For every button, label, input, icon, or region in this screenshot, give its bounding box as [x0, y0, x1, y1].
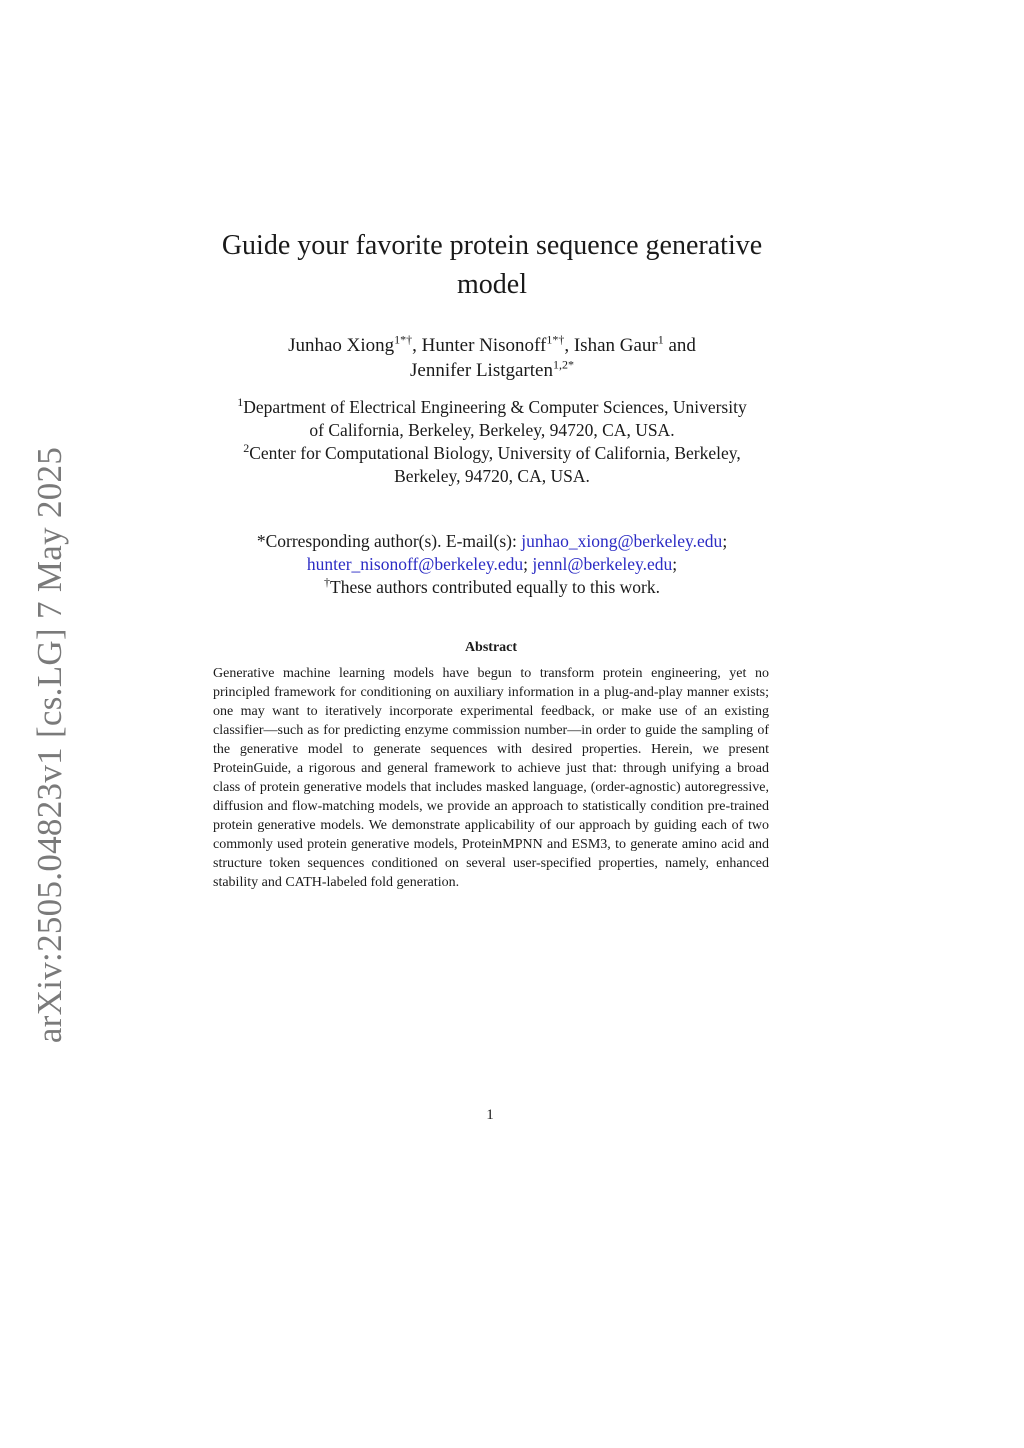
- correspondence-block: [180, 530, 804, 599]
- paper-title: [190, 226, 794, 304]
- title-line-2: model: [457, 269, 527, 300]
- abstract-heading: Abstract: [464, 640, 518, 655]
- affiliation-list: [180, 396, 804, 488]
- equal-contribution-note: These authors contributed equally to this work.: [330, 577, 660, 597]
- author-name: Ishan Gaur: [573, 335, 658, 356]
- abstract-text: Generative machine learning models have begun to transform protein engineering, yet no principled framework for conditioning on auxiliary information in a plug-and-play manner exists; one may want to iteratively incorporate experimental feedback, or make use of an existing classifier—such as for predicting enzyme commission number—in order to guide the sampling of the generative model to generate sequences with desired properties. Herein, we present ProteinGuide, a rigorous and general framework to achieve just that: through unifying a broad class of protein generative models that includes masked language, (order-agnostic) autoregressive, diffusion and flow-matching models, we provide an approach to statistically condition pre-trained protein generative models. We demonstrate applicability of our approach by guiding each of two commonly used protein generative models, ProteinMPNN and ESM3, to generate amino acid and structure token sequences conditioned on several user-specified properties, namely, enhanced stability and CATH-labeled fold generation.: [213, 666, 769, 890]
- email-link-jennl[interactable]: jennl@berkeley.edu: [532, 554, 673, 574]
- author-marks: 1: [657, 332, 664, 347]
- correspondence-prefix: *Corresponding author(s). E-mail(s):: [256, 531, 522, 551]
- email-separator: ;: [672, 554, 678, 574]
- dagger-mark: †: [324, 575, 330, 590]
- affiliation-line: Berkeley, 94720, CA, USA.: [394, 466, 590, 486]
- author-name: Junhao Xiong: [288, 335, 395, 356]
- email-separator: ;: [722, 531, 728, 551]
- affiliation-line: of California, Berkeley, Berkeley, 94720, CA, USA.: [309, 420, 675, 440]
- author-marks: 1*†: [546, 332, 565, 347]
- author-separator: ,: [412, 335, 422, 356]
- author-separator: and: [663, 335, 696, 356]
- arxiv-identifier-text: arXiv:2505.04823v1 [cs.LG] 7 May 2025: [30, 446, 69, 1044]
- affiliation-line: Center for Computational Biology, University of California, Berkeley,: [249, 443, 741, 463]
- affiliation-mark: 1: [237, 395, 244, 410]
- arxiv-identifier-stamp: [20, 446, 80, 1044]
- affiliation-line: Department of Electrical Engineering & Computer Sciences, University: [243, 397, 747, 417]
- email-link-hunter[interactable]: hunter_nisonoff@berkeley.edu: [306, 554, 524, 574]
- title-line-1: Guide your favorite protein sequence generative: [221, 230, 763, 261]
- author-name: Hunter Nisonoff: [421, 335, 547, 356]
- email-link-junhao[interactable]: junhao_xiong@berkeley.edu: [521, 531, 723, 551]
- author-list: [190, 333, 794, 383]
- author-name: Jennifer Listgarten: [410, 360, 553, 381]
- affiliation-mark: 2: [243, 441, 250, 456]
- page-number: 1: [486, 1107, 494, 1123]
- email-separator: ;: [523, 554, 533, 574]
- author-marks: 1*†: [394, 332, 413, 347]
- author-marks: 1,2*: [552, 357, 574, 372]
- author-separator: ,: [564, 335, 574, 356]
